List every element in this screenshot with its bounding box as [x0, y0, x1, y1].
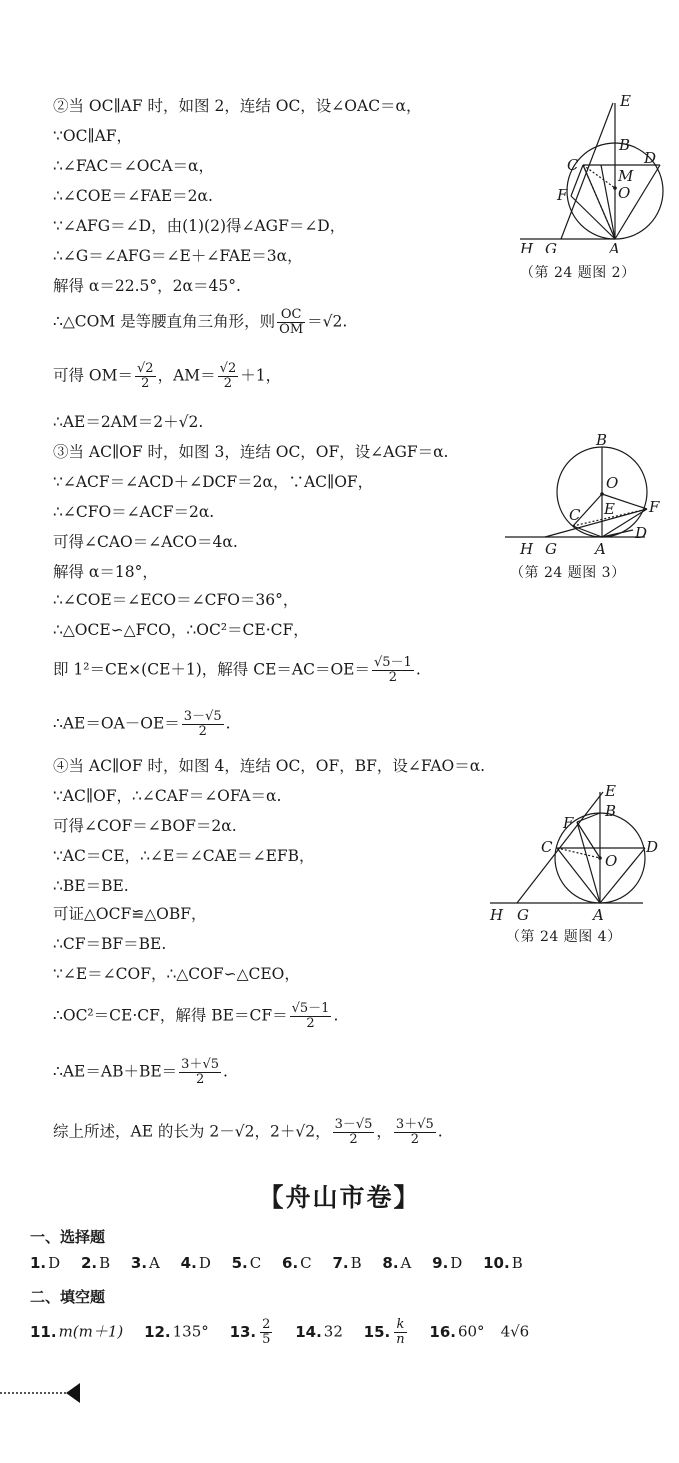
fraction-ae-case4: $\frac{3+√5}{2}$ — [181, 1057, 219, 1087]
case4-line1: ④当 AC∥OF 时，如图 4，连结 OC，OF，BF，设∠FAO＝α. — [53, 757, 486, 775]
fig4-label-f: F — [563, 814, 574, 832]
fraction-am: $\frac{√2}{2}$ — [219, 361, 237, 391]
case4-line8: ∵∠E＝∠COF，∴△COF∽△CEO， — [53, 965, 300, 983]
case2-line2: ∵OC∥AF， — [53, 127, 133, 145]
fraction-summary-1: $\frac{3-√5}{2}$ — [334, 1117, 373, 1147]
fraction-om: $\frac{√2}{2}$ — [137, 361, 154, 391]
case2-line1: ②当 OC∥AF 时，如图 2，连结 OC，设∠OAC＝α， — [53, 97, 422, 115]
fig2-label-e: E — [620, 92, 631, 110]
case2-line9: 可得 OM＝ $\frac{√2}{2}$ ，AM＝ $\frac{√2}{2}$ ＋1， — [53, 361, 282, 391]
figure-3-diagram — [505, 434, 675, 559]
fig3-label-a: A — [595, 540, 606, 558]
case2-line3: ∴∠FAC＝∠OCA＝α， — [53, 157, 215, 175]
fig2-label-c: C — [567, 156, 579, 174]
fraction-be: $\frac{√5-1}{2}$ — [291, 1001, 330, 1031]
fraction-15: $\frac{k}{n}$ — [396, 1317, 405, 1347]
fig2-label-d: D — [644, 149, 657, 167]
case4-line3: 可得∠COF＝∠BOF＝2α. — [53, 817, 237, 835]
fraction-summary-2: $\frac{3+√5}{2}$ — [395, 1117, 434, 1147]
fig4-label-e: E — [605, 782, 616, 800]
case2-line7: 解得 α＝22.5°，2α＝45°. — [53, 277, 241, 295]
case3-line4: 可得∠CAO＝∠ACO＝4α. — [53, 533, 238, 551]
case2-line4: ∴∠COE＝∠FAE＝2α. — [53, 187, 213, 205]
section-title: 【舟山市卷】 — [258, 1183, 421, 1212]
case4-line9: ∴OC²＝CE·CF，解得 BE＝CF＝ $\frac{√5-1}{2}$ . — [53, 1001, 339, 1031]
case3-line2: ∵∠ACF＝∠ACD＋∠DCF＝2α，∵AC∥OF， — [53, 473, 374, 491]
figure-4-caption: （第 24 题图 4） — [506, 929, 622, 945]
fraction-oc-om: $\frac{OC}{OM}$ — [279, 307, 304, 337]
fig3-label-o: O — [606, 474, 619, 492]
fig3-label-g: G — [545, 540, 557, 558]
case3-line6: ∴∠COE＝∠ECO＝∠CFO＝36°， — [53, 591, 299, 609]
page-turn-arrow-icon — [66, 1383, 80, 1403]
figure-2-diagram — [505, 88, 675, 253]
fig2-label-b: B — [619, 136, 631, 154]
case3-line5: 解得 α＝18°， — [53, 563, 158, 581]
summary-line: 综上所述，AE 的长为 2－√2，2＋√2， $\frac{3-√5}{2}$ ， $\frac{3+√5}{2}$ . — [53, 1117, 443, 1147]
case3-line1: ③当 AC∥OF 时，如图 3，连结 OC，OF，设∠AGF＝α. — [53, 443, 449, 461]
fig2-label-a: A — [609, 240, 620, 253]
fill-answers: 11. m(m＋1) 12. 135° 13. $\frac{2}{5}$ 14. 32 15. $\frac{k}{n}$ 16. 60° 4√6 — [30, 1317, 530, 1347]
fig3-label-h: H — [520, 540, 534, 558]
fig2-label-g: G — [545, 240, 557, 253]
fig2-label-m: M — [618, 167, 634, 185]
fig4-label-g: G — [517, 906, 529, 922]
case2-line6: ∴∠G＝∠AFG＝∠E＋∠FAE＝3α， — [53, 247, 303, 265]
fig3-label-e: E — [604, 500, 615, 518]
fig4-label-b: B — [605, 802, 617, 820]
case4-line5: ∴BE＝BE. — [53, 877, 129, 895]
figure-4-diagram — [485, 782, 675, 922]
case2-line10: ∴AE＝2AM＝2＋√2. — [53, 413, 204, 431]
fraction-13: $\frac{2}{5}$ — [262, 1317, 271, 1347]
fill-heading: 二、填空题 — [30, 1288, 106, 1306]
fig2-label-o: O — [618, 184, 631, 202]
case4-line4: ∵AC＝CE，∴∠E＝∠CAE＝∠EFB， — [53, 847, 315, 865]
choice-answers: 1. D 2. B 3. A 4. D 5. C 6. C 7. B 8. A 9. D 10. B — [30, 1254, 523, 1272]
case3-line7: ∴△OCE∽△FCO，∴OC²＝CE·CF， — [53, 621, 309, 639]
case4-line10: ∴AE＝AB＋BE＝ $\frac{3+√5}{2}$ . — [53, 1057, 228, 1087]
fig4-label-a: A — [593, 906, 604, 922]
fig3-label-c: C — [569, 506, 581, 524]
fraction-ae-case3: $\frac{3-√5}{2}$ — [183, 709, 222, 739]
case2-line8: ∴△COM 是等腰直角三角形，则 $\frac{OC}{OM}$ ＝√2. — [53, 307, 348, 337]
figure-2-caption: （第 24 题图 2） — [520, 265, 636, 281]
fig3-label-d: D — [635, 524, 648, 542]
case2-line5: ∵∠AFG＝∠D，由(1)(2)得∠AGF＝∠D， — [53, 217, 346, 235]
fig4-label-d: D — [646, 838, 659, 856]
fig3-label-b: B — [596, 434, 608, 449]
case3-line3: ∴∠CFO＝∠ACF＝2α. — [53, 503, 215, 521]
figure-3-caption: （第 24 题图 3） — [510, 565, 626, 581]
case4-line6: 可证△OCF≌△OBF， — [53, 905, 207, 923]
fig4-label-o: O — [605, 852, 618, 870]
case3-line8: 即 1²＝CE×(CE＋1)，解得 CE＝AC＝OE＝ $\frac{√5-1}{2}$ . — [53, 655, 421, 685]
fig4-label-h: H — [490, 906, 504, 922]
fig4-label-c: C — [541, 838, 553, 856]
fig2-label-f: F — [557, 186, 568, 204]
fig3-label-f: F — [649, 498, 660, 516]
case3-line9: ∴AE＝OA－OE＝ $\frac{3-√5}{2}$ . — [53, 709, 231, 739]
case4-line7: ∴CF＝BF＝BE. — [53, 935, 167, 953]
page-dotted-rule — [0, 1392, 66, 1394]
case4-line2: ∵AC∥OF，∴∠CAF＝∠OFA＝α. — [53, 787, 282, 805]
fig2-label-h: H — [520, 240, 534, 253]
fraction-ce: $\frac{√5-1}{2}$ — [373, 655, 412, 685]
choice-heading: 一、选择题 — [30, 1228, 106, 1246]
